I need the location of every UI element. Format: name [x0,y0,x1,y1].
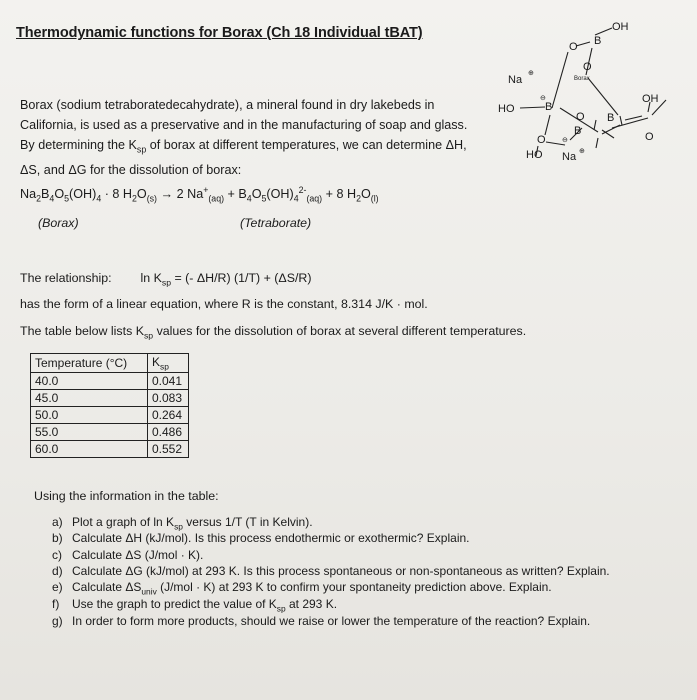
struct-caption: Borax [574,76,590,82]
question-text: Use the graph to predict the value of K [72,597,277,611]
rx-rhs2-state: (aq) [306,193,323,204]
rx-o: O [54,187,65,202]
question-letter: d) [52,564,63,578]
question-item [52,580,552,596]
question-item [52,564,610,578]
relationship-lead: The relationship: [20,271,112,285]
question-text: Calculate ΔS (J/mol · K). [72,548,204,562]
struct-b-right: B [607,112,615,124]
intro-paragraph [20,95,470,180]
rx-rhs3-o: O [360,187,371,202]
question-sub: univ [141,586,157,597]
struct-o-5: O [537,134,546,146]
rx-rhs2-sup: 2- [298,185,307,195]
question-text: Calculate ΔS [72,580,142,594]
struct-b-left: B [545,101,553,113]
page-title: Thermodynamic functions for Borax (Ch 18 Individual tBAT) [16,25,423,41]
rx-na: Na [20,187,37,202]
rx-rhs3-state: (l) [370,193,379,204]
rx-rhs2-oh: (OH) [266,187,294,202]
question-item [52,548,203,562]
ksp-data-table [30,353,189,458]
rx-sub-2: 2 [36,193,42,204]
struct-na-1: Na [508,74,523,86]
cell-ksp: 0.264 [148,407,189,424]
struct-ho-bottom: HO [526,149,543,161]
struct-o-1: O [569,41,578,53]
question-text-2: versus 1/T (T in Kelvin). [182,515,313,529]
rx-water: · 8 H [101,187,133,202]
rx-rhs1-sup: + [203,185,209,195]
relationship-eq-sub: sp [161,277,172,288]
rx-arrow: → [157,187,177,202]
header-ksp-k: K [152,355,161,369]
struct-b-top: B [594,35,602,47]
table-intro-sub: sp [143,330,154,341]
question-text: Calculate ΔG (kJ/mol) at 293 K. Is this process spontaneous or non-spontaneous as written? Explain. [72,564,610,578]
relationship-linear-note: has the form of a linear equation, where R is the constant, 8.314 J/K · mol. [20,297,428,311]
struct-o-3: O [576,111,585,123]
table-row [31,373,189,390]
struct-o-2: O [583,61,592,73]
question-item [52,614,590,628]
header-temperature: Temperature (°C) [31,354,148,373]
question-item [52,515,313,531]
question-letter: a) [52,515,63,529]
question-text-2: (J/mol · K) at 293 K to confirm your spontaneity prediction above. Explain. [156,580,552,594]
struct-oh-right: OH [642,93,659,105]
cell-temp: 40.0 [31,373,148,390]
cell-ksp: 0.083 [148,390,189,407]
cell-temp: 50.0 [31,407,148,424]
rx-state-s: (s) [146,193,157,204]
rx-rhs2-o: O [251,187,262,202]
cell-temp: 45.0 [31,390,148,407]
rx-sub-5: 5 [64,193,70,204]
relationship-eq-a: ln K [140,271,162,285]
struct-charge-4: ⊕ [579,148,585,155]
borax-structure-diagram [490,20,690,195]
header-ksp [148,354,189,373]
rx-rhs3: + 8 H [322,187,357,202]
question-text: In order to form more products, should we raise or lower the temperature of the reaction? Explain. [72,614,591,628]
question-text: Plot a graph of ln K [72,515,175,529]
intro-text-2: of borax at different temperatures, we can determine ΔH, ΔS, and ΔG for the dissolution of borax: [20,138,467,177]
struct-na-2: Na [562,151,577,163]
question-letter: g) [52,614,63,628]
table-row [31,390,189,407]
question-letter: e) [52,580,63,594]
struct-ho-left: HO [498,103,515,115]
rx-rhs1: 2 Na [176,187,204,202]
rx-b: B [41,187,50,202]
cell-ksp: 0.552 [148,441,189,458]
question-text: Calculate ΔH (kJ/mol). Is this process endothermic or exothermic? Explain. [72,531,470,545]
struct-o-4: O [645,131,654,143]
struct-b-mid: B [574,125,582,137]
struct-oh-top: OH [612,21,629,33]
question-item [52,597,337,613]
reaction-label-borax: (Borax) [38,216,79,230]
question-letter: f) [52,597,60,611]
struct-charge-3: ⊖ [562,137,568,144]
cell-ksp: 0.486 [148,424,189,441]
table-intro-b: values for the dissolution of borax at several different temperatures. [153,324,527,338]
relationship-eq-b: = (- ΔH/R) (1/T) + (ΔS/R) [171,271,312,285]
question-text-2: at 293 K. [285,597,338,611]
rx-sub-4b: 4 [96,193,102,204]
rx-oh: (OH) [69,187,97,202]
table-row [31,424,189,441]
intro-text-1: Borax (sodium tetraboratedecahydrate), a mineral found in dry lakebeds in California, is used as a preservative and in the manufacturing of soap and glass. By determining the K [20,98,468,152]
table-intro-a: The table below lists K [20,324,144,338]
reaction-label-tetraborate: (Tetraborate) [240,216,312,230]
relationship-line [20,271,312,287]
question-sub: sp [276,603,286,614]
cell-temp: 60.0 [31,441,148,458]
header-ksp-sub: sp [160,361,169,372]
rx-rhs2-sub4b: 4 [293,193,299,204]
rx-sub-2b: 2 [132,193,137,204]
cell-temp: 55.0 [31,424,148,441]
table-header-row [31,354,189,373]
rx-plus: + [224,187,239,202]
intro-ksp-sub: sp [136,144,147,155]
cell-ksp: 0.041 [148,373,189,390]
question-item [52,531,470,545]
struct-charge-2: ⊖ [540,95,546,102]
rx-rhs2-sub4: 4 [246,193,252,204]
reaction-equation [20,185,379,204]
rx-rhs1-state: (aq) [208,193,225,204]
struct-charge-1: ⊕ [528,70,534,77]
question-letter: b) [52,531,63,545]
rx-rhs2-sub5: 5 [261,193,267,204]
table-row [31,407,189,424]
table-row [31,441,189,458]
question-sub: sp [174,521,183,532]
rx-sub-4: 4 [49,193,55,204]
rx-rhs3-sub2: 2 [356,193,361,204]
questions-intro: Using the information in the table: [34,489,219,503]
rx-rhs2-b: B [238,187,247,202]
rx-o2: O [136,187,147,202]
question-letter: c) [52,548,62,562]
table-intro-line [20,324,526,340]
